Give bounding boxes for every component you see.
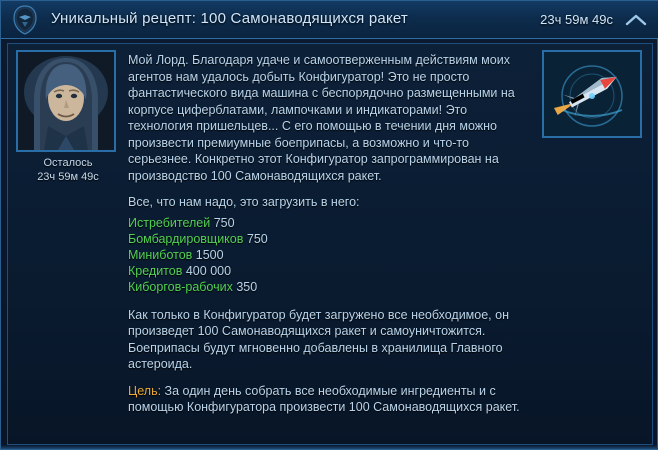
requirement-amount: 750 <box>246 231 268 246</box>
portrait-block <box>16 50 120 184</box>
requirement-amount: 1500 <box>195 247 224 262</box>
quest-paragraph-2: Все, что нам надо, это загрузить в него: <box>128 195 360 209</box>
requirement-name: Киборгов-рабочих <box>128 279 233 294</box>
helmet-icon <box>9 4 41 36</box>
requirements-list <box>128 215 532 295</box>
requirement-amount: 750 <box>213 215 235 230</box>
list-item <box>128 231 532 247</box>
dialog-body <box>7 43 653 445</box>
list-item <box>128 279 532 295</box>
quest-paragraph-3: Как только в Конфигуратор будет загружено все необходимое, он произведет 100 Самонаводящихся ракет и самоуничтожится. Боеприпасы будут мгновенно добавлены в хранилища Главного астероида. <box>128 307 509 371</box>
quest-goal-label: Цель: <box>128 383 162 398</box>
homing-missile-icon[interactable] <box>542 50 642 138</box>
requirement-name: Истребителей <box>128 215 211 230</box>
requirement-name: Кредитов <box>128 263 183 278</box>
portrait-caption-label: Осталось <box>43 157 93 169</box>
dialog-titlebar <box>1 1 658 39</box>
portrait-caption-time: 23ч 59м 49с <box>37 171 99 183</box>
requirement-name: Бомбардировщиков <box>128 231 244 246</box>
requirement-amount: 400 000 <box>185 263 232 278</box>
requirement-name: Миниботов <box>128 247 193 262</box>
quest-text-column <box>128 52 532 416</box>
chevron-up-icon[interactable] <box>623 9 649 31</box>
quest-paragraph-1: Мой Лорд. Благодаря удаче и самоотверженным действиям моих агентов нам удалось добыть Конфигуратор! Это не просто фантастического вида машина с беспорядочно размещенными на корпусе циферблатами, лампочками и индикаторами! Это технология пришельцев... С его помощью в течении дня можно произвести премиумные боеприпасы, а возможно и что-то серьезнее. Конкретно этот Конфигуратор запрограммирован на производство 100 Самонаводящихся ракет. <box>128 53 515 183</box>
dialog-title: Уникальный рецепт: 100 Самонаводящихся ракет <box>51 10 408 27</box>
dialog-timer: 23ч 59м 49с <box>540 12 613 27</box>
list-item <box>128 215 532 231</box>
list-item <box>128 247 532 263</box>
hooded-figure-portrait <box>16 50 116 152</box>
list-item <box>128 263 532 279</box>
portrait-caption <box>16 156 120 184</box>
panel-bottom-edge <box>1 445 658 449</box>
quest-goal-text: За один день собрать все необходимые ингредиенты и с помощью Конфигуратора произвести 100 Самонаводящихся ракет. <box>128 383 520 414</box>
quest-goal <box>128 383 532 416</box>
requirement-amount: 350 <box>236 279 258 294</box>
